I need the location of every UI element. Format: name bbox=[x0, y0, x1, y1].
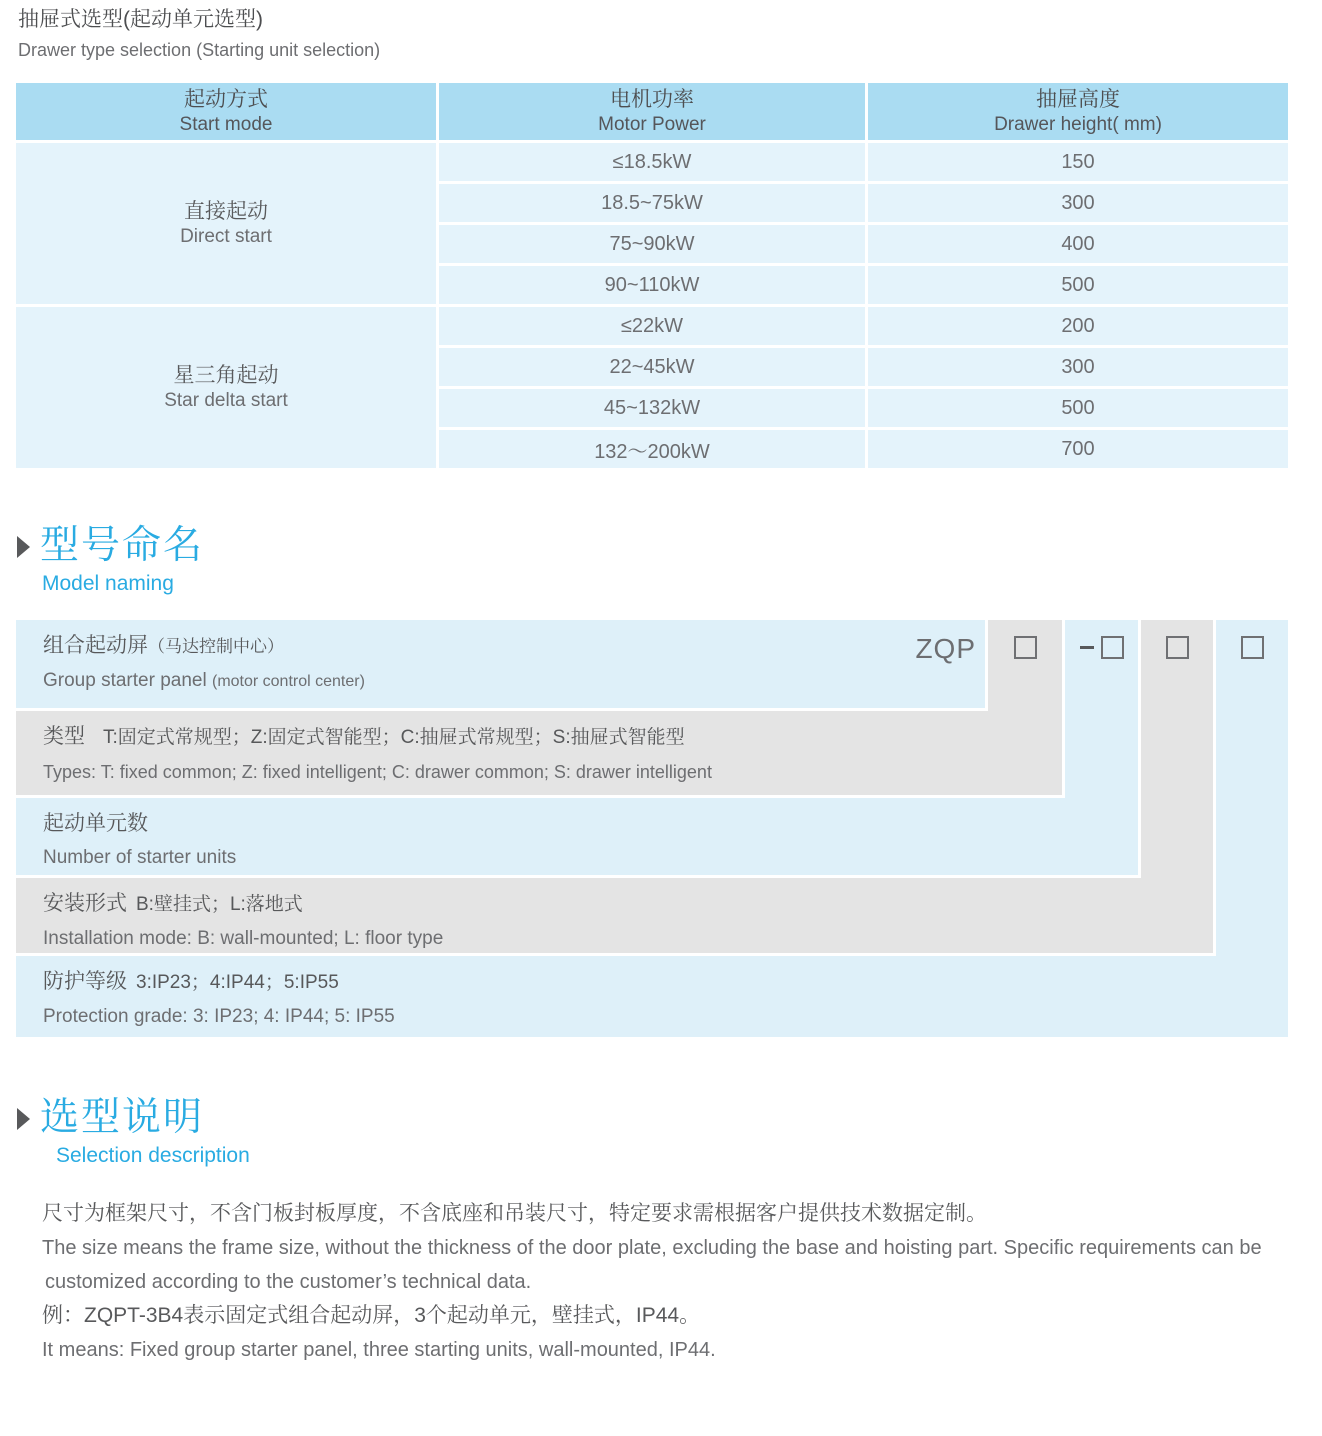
triangle-bullet-icon bbox=[17, 1108, 30, 1130]
header-start-mode-en: Start mode bbox=[179, 113, 273, 135]
header-motor-power-en: Motor Power bbox=[598, 113, 706, 135]
model-naming-heading bbox=[17, 524, 204, 597]
band2-cn-main: 类型 bbox=[43, 725, 85, 748]
placeholder-box-icon bbox=[1241, 636, 1264, 659]
band5-cn-sub: 3:IP23；4:IP44；5:IP55 bbox=[136, 972, 339, 993]
model-naming-heading-text bbox=[40, 524, 204, 597]
band1-cn bbox=[43, 633, 985, 660]
band2-cn bbox=[43, 724, 1062, 751]
power-cell: 22~45kW bbox=[439, 348, 865, 386]
description-line: 例：ZQPT-3B4表示固定式组合起动屏，3个起动单元，壁挂式，IP44。 bbox=[42, 1304, 701, 1327]
description-line: It means: Fixed group starter panel, three starting units, wall-mounted, IP44. bbox=[42, 1339, 716, 1361]
header-drawer-height-en: Drawer height( mm) bbox=[994, 113, 1162, 135]
power-cell: ≤18.5kW bbox=[439, 143, 865, 181]
power-cell: ≤22kW bbox=[439, 307, 865, 345]
power-cell: 45~132kW bbox=[439, 389, 865, 427]
document-title-cn: 抽屉式选型(起动单元选型) bbox=[18, 8, 263, 31]
group-star-delta-en: Star delta start bbox=[164, 390, 288, 411]
placeholder-box-icon bbox=[1014, 636, 1037, 659]
strip2-box-wrap bbox=[1065, 636, 1138, 659]
dash-separator bbox=[1080, 646, 1094, 649]
band-protection-grade bbox=[16, 956, 1288, 1037]
band-group-starter-panel bbox=[16, 620, 985, 708]
document-title bbox=[18, 6, 380, 62]
power-cell: 90~110kW bbox=[439, 266, 865, 304]
header-motor-power bbox=[439, 83, 865, 140]
height-cell: 300 bbox=[868, 348, 1288, 386]
band1-cn-main: 组合起动屏 bbox=[43, 634, 148, 657]
selection-heading-en: Selection description bbox=[56, 1144, 250, 1167]
placeholder-box-icon bbox=[1166, 636, 1189, 659]
band1-en-sub: (motor control center) bbox=[211, 673, 365, 690]
drawer-selection-table bbox=[13, 80, 1291, 471]
band3-en: Number of starter units bbox=[43, 847, 237, 868]
strip-installation-code bbox=[1141, 620, 1213, 953]
height-cell: 500 bbox=[868, 266, 1288, 304]
band4-cn-main: 安装形式 bbox=[43, 892, 127, 915]
band5-cn bbox=[43, 969, 1288, 996]
height-cell: 400 bbox=[868, 225, 1288, 263]
group-cell-star-delta-start bbox=[16, 307, 436, 468]
power-cell: 18.5~75kW bbox=[439, 184, 865, 222]
strip3-box-wrap bbox=[1141, 636, 1213, 659]
band1-cn-sub: （马达控制中心） bbox=[148, 637, 284, 656]
group-star-delta-cn: 星三角起动 bbox=[173, 364, 279, 387]
selection-heading-text bbox=[40, 1096, 250, 1169]
band-types bbox=[16, 711, 1062, 795]
band1-en bbox=[43, 669, 985, 694]
description-line: 尺寸为框架尺寸，不含门板封板厚度，不含底座和吊装尺寸，特定要求需根据客户提供技术数据定制。 bbox=[42, 1202, 987, 1225]
strip1-box-wrap bbox=[988, 636, 1062, 659]
band5-en: Protection grade: 3: IP23; 4: IP44; 5: IP55 bbox=[43, 1006, 395, 1027]
band4-cn bbox=[43, 891, 1213, 918]
strip-type-code bbox=[988, 620, 1062, 795]
model-naming-heading-en: Model naming bbox=[42, 572, 174, 595]
code-prefix: ZQP bbox=[915, 633, 976, 664]
placeholder-box-icon bbox=[1101, 636, 1124, 659]
strip-protection-code bbox=[1216, 620, 1288, 1037]
power-cell: 75~90kW bbox=[439, 225, 865, 263]
band-starter-units bbox=[16, 798, 1138, 875]
header-drawer-height-cn: 抽屉高度 bbox=[1036, 87, 1120, 111]
height-cell: 200 bbox=[868, 307, 1288, 345]
band3-cn: 起动单元数 bbox=[43, 812, 148, 835]
triangle-bullet-icon bbox=[17, 536, 30, 558]
table-header-row bbox=[16, 83, 1288, 140]
power-cell: 132～200kW bbox=[439, 430, 865, 468]
table-row bbox=[16, 143, 1288, 181]
group-direct-start-en: Direct start bbox=[180, 226, 272, 247]
band2-cn-sub: T:固定式常规型；Z:固定式智能型；C:抽屉式常规型；S:抽屉式智能型 bbox=[103, 727, 685, 748]
strip4-box-wrap bbox=[1216, 636, 1288, 659]
height-cell: 150 bbox=[868, 143, 1288, 181]
band1-en-main: Group starter panel bbox=[43, 670, 207, 691]
height-cell: 500 bbox=[868, 389, 1288, 427]
header-start-mode bbox=[16, 83, 436, 140]
model-naming-diagram bbox=[16, 620, 1288, 1037]
height-cell: 300 bbox=[868, 184, 1288, 222]
group-cell-direct-start bbox=[16, 143, 436, 304]
selection-description-text bbox=[42, 1197, 1292, 1367]
selection-description-heading bbox=[17, 1096, 250, 1169]
document-title-en: Drawer type selection (Starting unit selection) bbox=[18, 40, 381, 60]
description-line: customized according to the customer’s technical data. bbox=[45, 1271, 532, 1293]
band5-cn-main: 防护等级 bbox=[43, 970, 127, 993]
band4-en: Installation mode: B: wall-mounted; L: floor type bbox=[43, 928, 444, 949]
header-drawer-height bbox=[868, 83, 1288, 140]
height-cell: 700 bbox=[868, 430, 1288, 468]
selection-heading-cn: 选型说明 bbox=[40, 1096, 205, 1139]
band2-en: Types: T: fixed common; Z: fixed intelligent; C: drawer common; S: drawer intelligent bbox=[43, 762, 712, 782]
header-motor-power-cn: 电机功率 bbox=[610, 87, 694, 111]
band4-cn-sub: B:壁挂式；L:落地式 bbox=[136, 894, 303, 915]
header-start-mode-cn: 起动方式 bbox=[184, 87, 268, 111]
description-line: The size means the frame size, without the thickness of the door plate, excluding the base and hoisting part. Specific requirements can be bbox=[42, 1237, 1262, 1259]
strip-units-code bbox=[1065, 620, 1138, 875]
model-naming-heading-cn: 型号命名 bbox=[40, 524, 205, 567]
group-direct-start-cn: 直接起动 bbox=[184, 200, 268, 223]
band-installation-mode bbox=[16, 878, 1213, 953]
table-row bbox=[16, 307, 1288, 345]
